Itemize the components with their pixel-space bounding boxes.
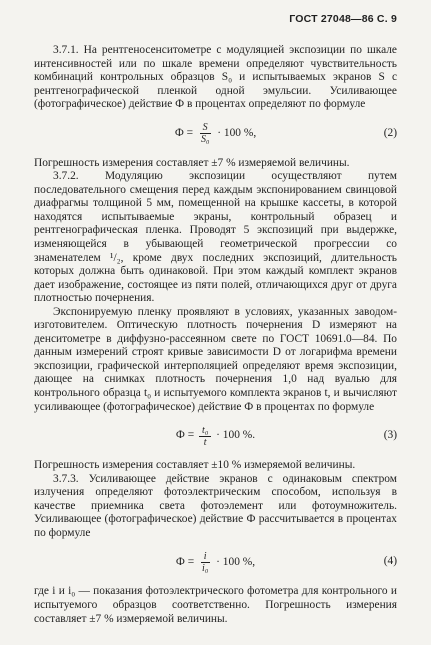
formula-3 (34, 421, 397, 451)
formula-4-number: (4) (383, 555, 397, 568)
formula-4-denominator: i₀ (202, 562, 209, 574)
formula-3-lhs: Ф = (175, 429, 198, 442)
formula-3-denominator: t (203, 436, 207, 448)
paragraph-3-7-2: 3.7.2. Модуляцию экспозиции осуществляют путем последовательного смещения перед каждым экспонированием свинцовой диафрагмы толщиной 5 мм, помещенной на крышке кассеты, в которой находятся испытываемые экраны, контрольный образец и рентгенографическая пленка. Проводят 5 экспозиций при выдержке, изменяющейся в убывающей геометрической прогрессии со знаменателем ¹/₂, кроме двух последних экспозиций, длительность которых должна быть одинаковой. При этом каждый комплект экранов дает изображение, состоящее из пяти полей, отличающихся друг от друга плотностью почернения. (34, 170, 397, 305)
formula-3-number: (3) (383, 429, 397, 442)
paragraph-film-processing: Экспонируемую пленку проявляют в условиях, указанных заводом-изготовителем. Оптическую плотность почернения D измеряют на денситометре в диффузно-рассеянном свете по ГОСТ 10691.0—84. По данным измерений строят кривые зависимости D от логарифма времени экспозиции, графической интерполяцией определяют время экспозиции, дающее на снимках плотность почернения 1,0 над вуалью для контрольного образца t₀ и испытуемого комплекта экранов t, и вычисляют усиливающее (фотографическое) действие Ф в процентах по формуле (34, 305, 397, 413)
error-statement-1: Погрешность измерения составляет ±7 % измеряемой величины. (34, 156, 350, 169)
formula-4-lhs: Ф = (175, 555, 198, 568)
error-statement-2: Погрешность измерения составляет ±10 % измеряемой величины. (34, 459, 356, 472)
formula-2-denominator: S₀ (200, 134, 210, 146)
formula-4 (34, 547, 397, 577)
formula-3-numerator: t₀ (199, 425, 211, 437)
formula-2-numerator: S (200, 122, 211, 134)
formula-4-numerator: i (201, 551, 210, 563)
paragraph-3-7-1: 3.7.1. На рентгеносенситометре с модуляцией экспозиции по шкале интенсивностей или по шкале времени определяют чувствительность комбинаций контрольных образцов S₀ и испытываемых экранов S с рентгенографической пленкой одной эмульсии. Усиливающее (фотографическое) действие Ф в процентах определяют по формуле (34, 44, 397, 111)
formula-2 (34, 119, 397, 149)
formula-2-fraction (198, 122, 212, 145)
formula-3-rhs: · 100 %. (213, 429, 256, 442)
paragraph-3-7-3: 3.7.3. Усиливающее действие экранов с одинаковым спектром излучения определяют фотоэлектрическим способом, используя в качестве приемника света фотоэлемент или фотоумножитель. Усиливающее (фотографическое) действие Ф рассчитывается в процентах по формуле (34, 472, 397, 539)
body-text (34, 44, 397, 626)
formula-4-fraction (199, 551, 211, 574)
formula-2-lhs: Ф = (174, 126, 196, 139)
formula-2-number: (2) (383, 126, 397, 139)
formula-2-rhs: · 100 %, (214, 126, 257, 139)
formula-3-fraction (199, 425, 211, 448)
formula-4-rhs: · 100 %, (213, 555, 256, 568)
paragraph-where: где i и i₀ — показания фотоэлектрического фотометра для контрольного и испытуемого образцов соответственно. Погрешность измерения составляет ±7 % измеряемой величины. (34, 585, 397, 625)
page-header: ГОСТ 27048—86 С. 9 (289, 13, 397, 25)
